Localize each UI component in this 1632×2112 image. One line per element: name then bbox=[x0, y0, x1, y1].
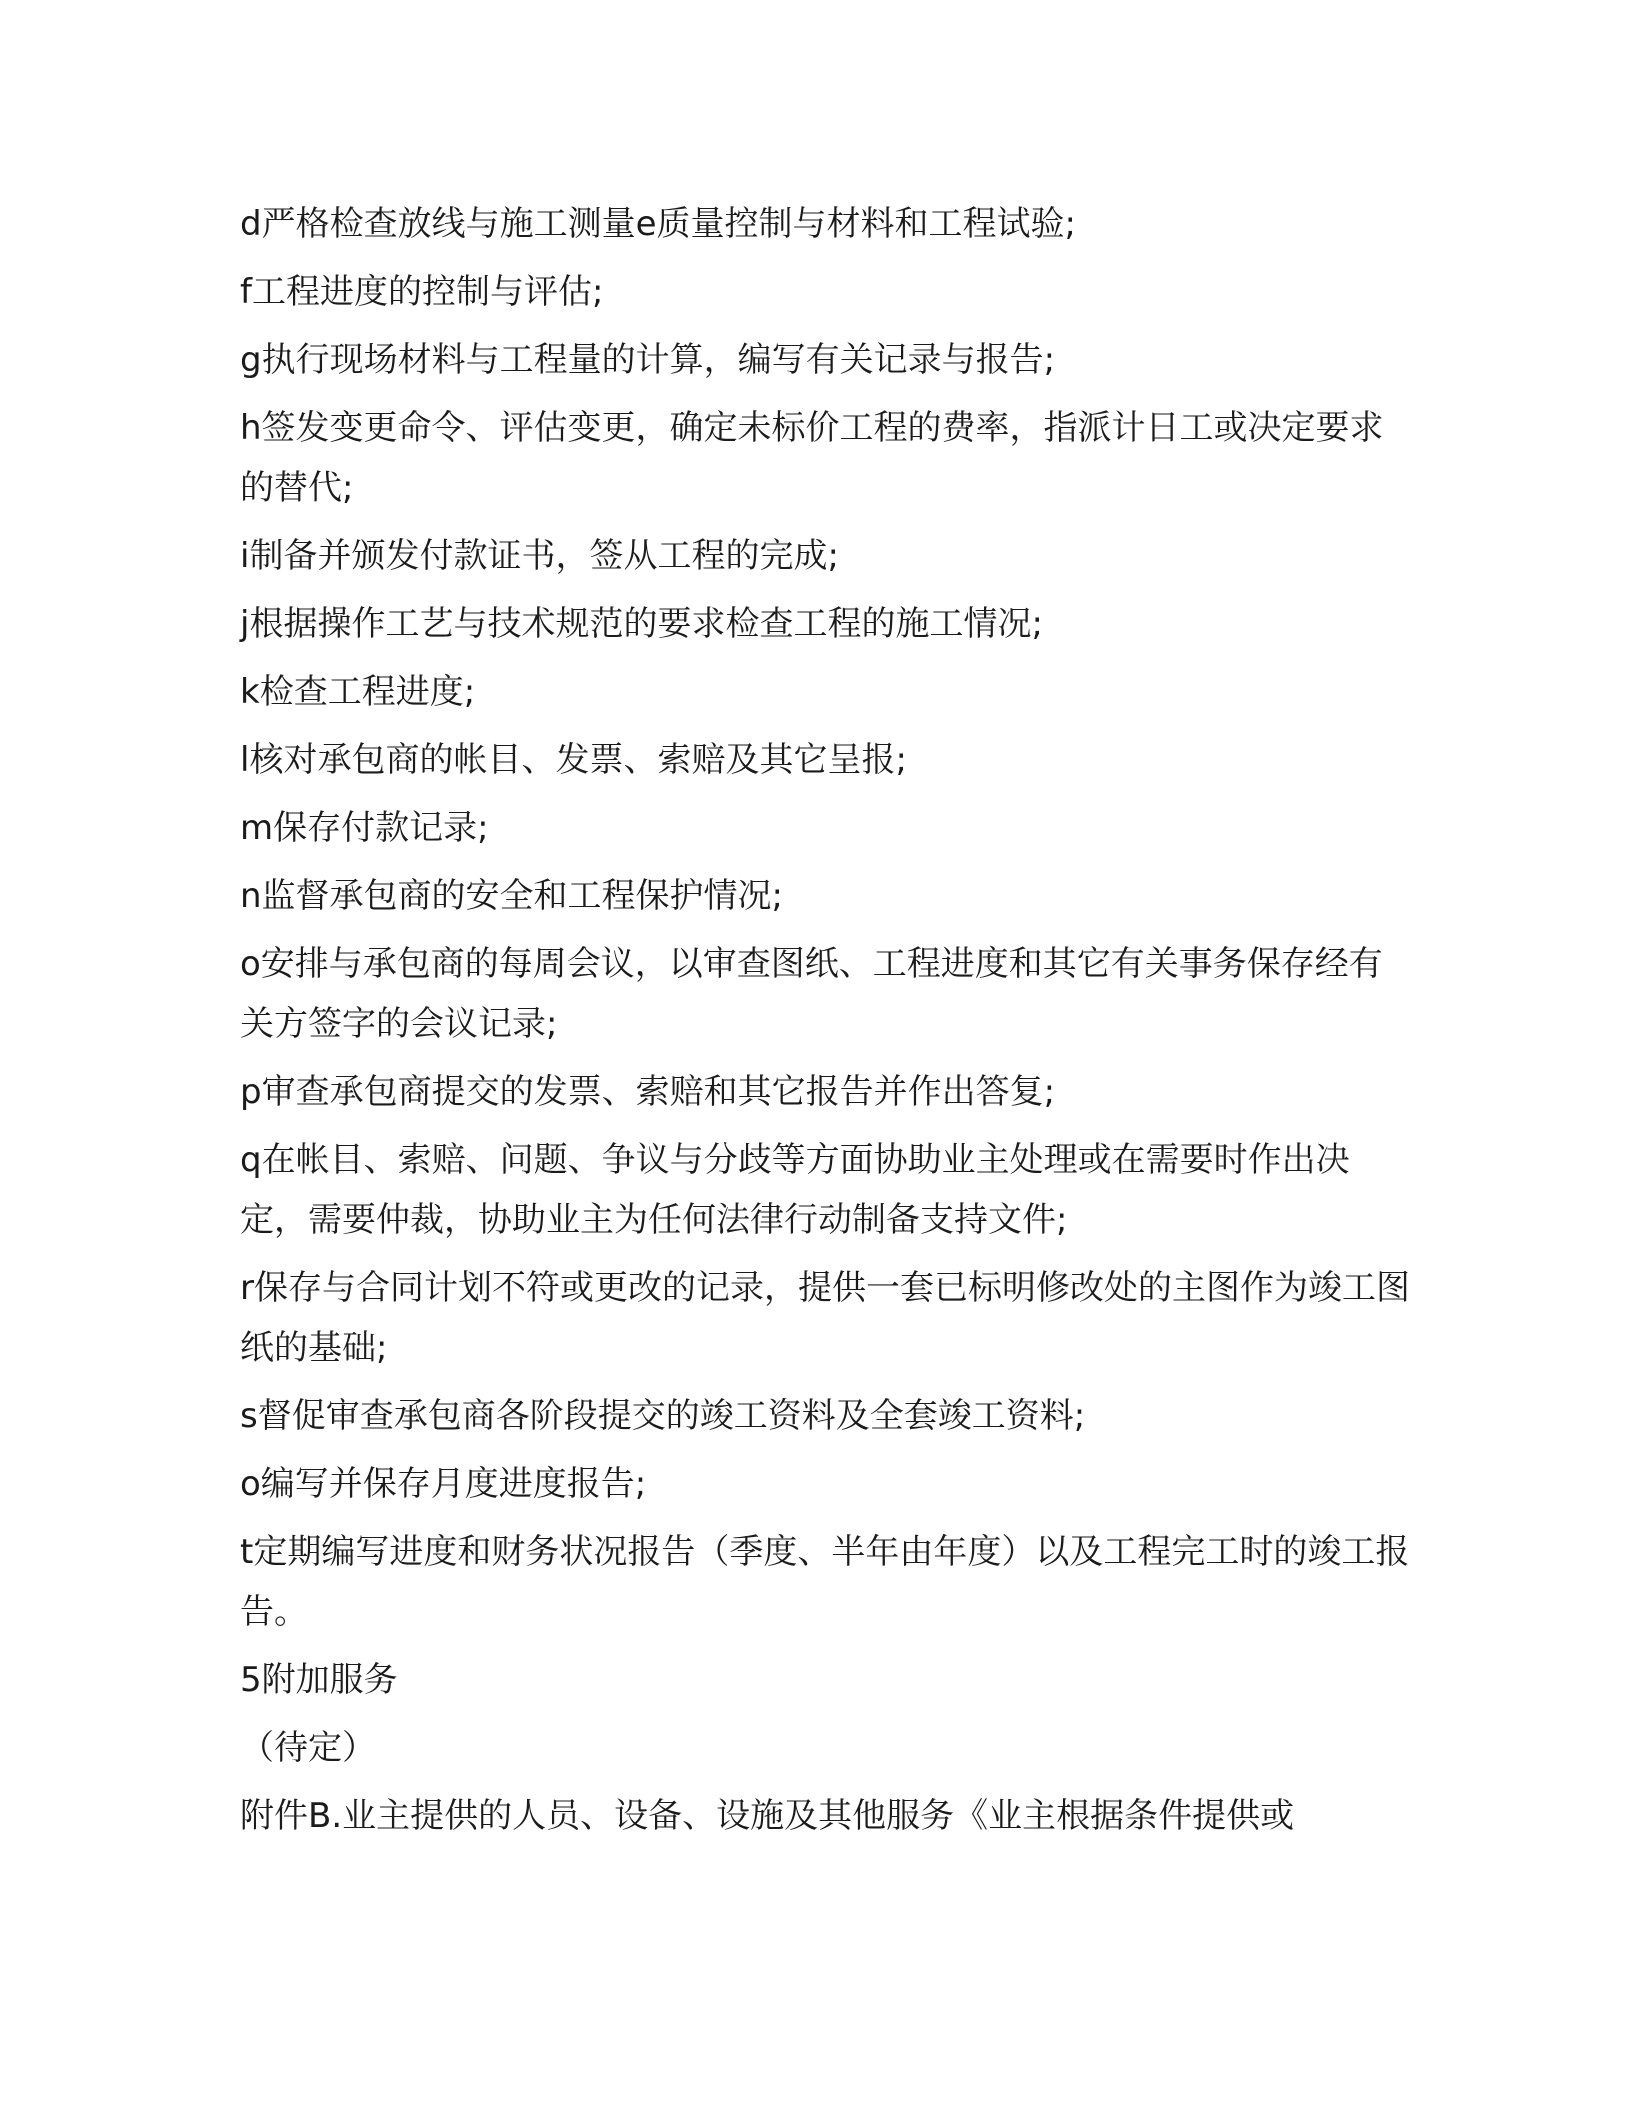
document-body bbox=[240, 194, 1410, 1854]
paragraph-i: i制备并颁发付款证书，签从工程的完成; bbox=[240, 536, 839, 576]
paragraph-j: j根据操作工艺与技术规范的要求检查工程的施工情况; bbox=[240, 604, 1043, 644]
paragraph-s: s督促审查承包商各阶段提交的竣工资料及全套竣工资料; bbox=[240, 1396, 1086, 1436]
paragraph-o: o安排与承包商的每周会议，以审查图纸、工程进度和其它有关事务保存经有关方签字的会议记录; bbox=[240, 944, 1383, 1044]
paragraph-k: k检查工程进度; bbox=[240, 672, 476, 712]
paragraph-f: f工程进度的控制与评估; bbox=[240, 272, 604, 312]
paragraph-l: l核对承包商的帐目、发票、索赔及其它呈报; bbox=[240, 740, 907, 780]
paragraph-o-monthly-report: o编写并保存月度进度报告; bbox=[240, 1464, 647, 1504]
paragraph-t: t定期编写进度和财务状况报告（季度、半年由年度）以及工程完工时的竣工报告。 bbox=[240, 1532, 1410, 1632]
paragraph-p: p审查承包商提交的发票、索赔和其它报告并作出答复; bbox=[240, 1072, 1056, 1112]
appendix-b-heading: 附件B.业主提供的人员、设备、设施及其他服务《业主根据条件提供或 bbox=[240, 1796, 1295, 1836]
paragraph-n: n监督承包商的安全和工程保护情况; bbox=[240, 876, 784, 916]
section-heading-additional-services: 5附加服务 bbox=[240, 1660, 398, 1700]
paragraph-g: g执行现场材料与工程量的计算，编写有关记录与报告; bbox=[240, 340, 1056, 380]
paragraph-r: r保存与合同计划不符或更改的记录，提供一套已标明修改处的主图作为竣工图纸的基础; bbox=[240, 1268, 1410, 1368]
paragraph-m: m保存付款记录; bbox=[240, 808, 489, 848]
paragraph-h: h签发变更命令、评估变更，确定未标价工程的费率，指派计日工或决定要求的替代; bbox=[240, 408, 1384, 508]
paragraph-d: d严格检查放线与施工测量e质量控制与材料和工程试验; bbox=[240, 204, 1076, 244]
section-pending-note: （待定） bbox=[240, 1728, 376, 1768]
paragraph-q: q在帐目、索赔、问题、争议与分歧等方面协助业主处理或在需要时作出决定，需要仲裁，协助业主为任何法律行动制备支持文件; bbox=[240, 1140, 1350, 1240]
